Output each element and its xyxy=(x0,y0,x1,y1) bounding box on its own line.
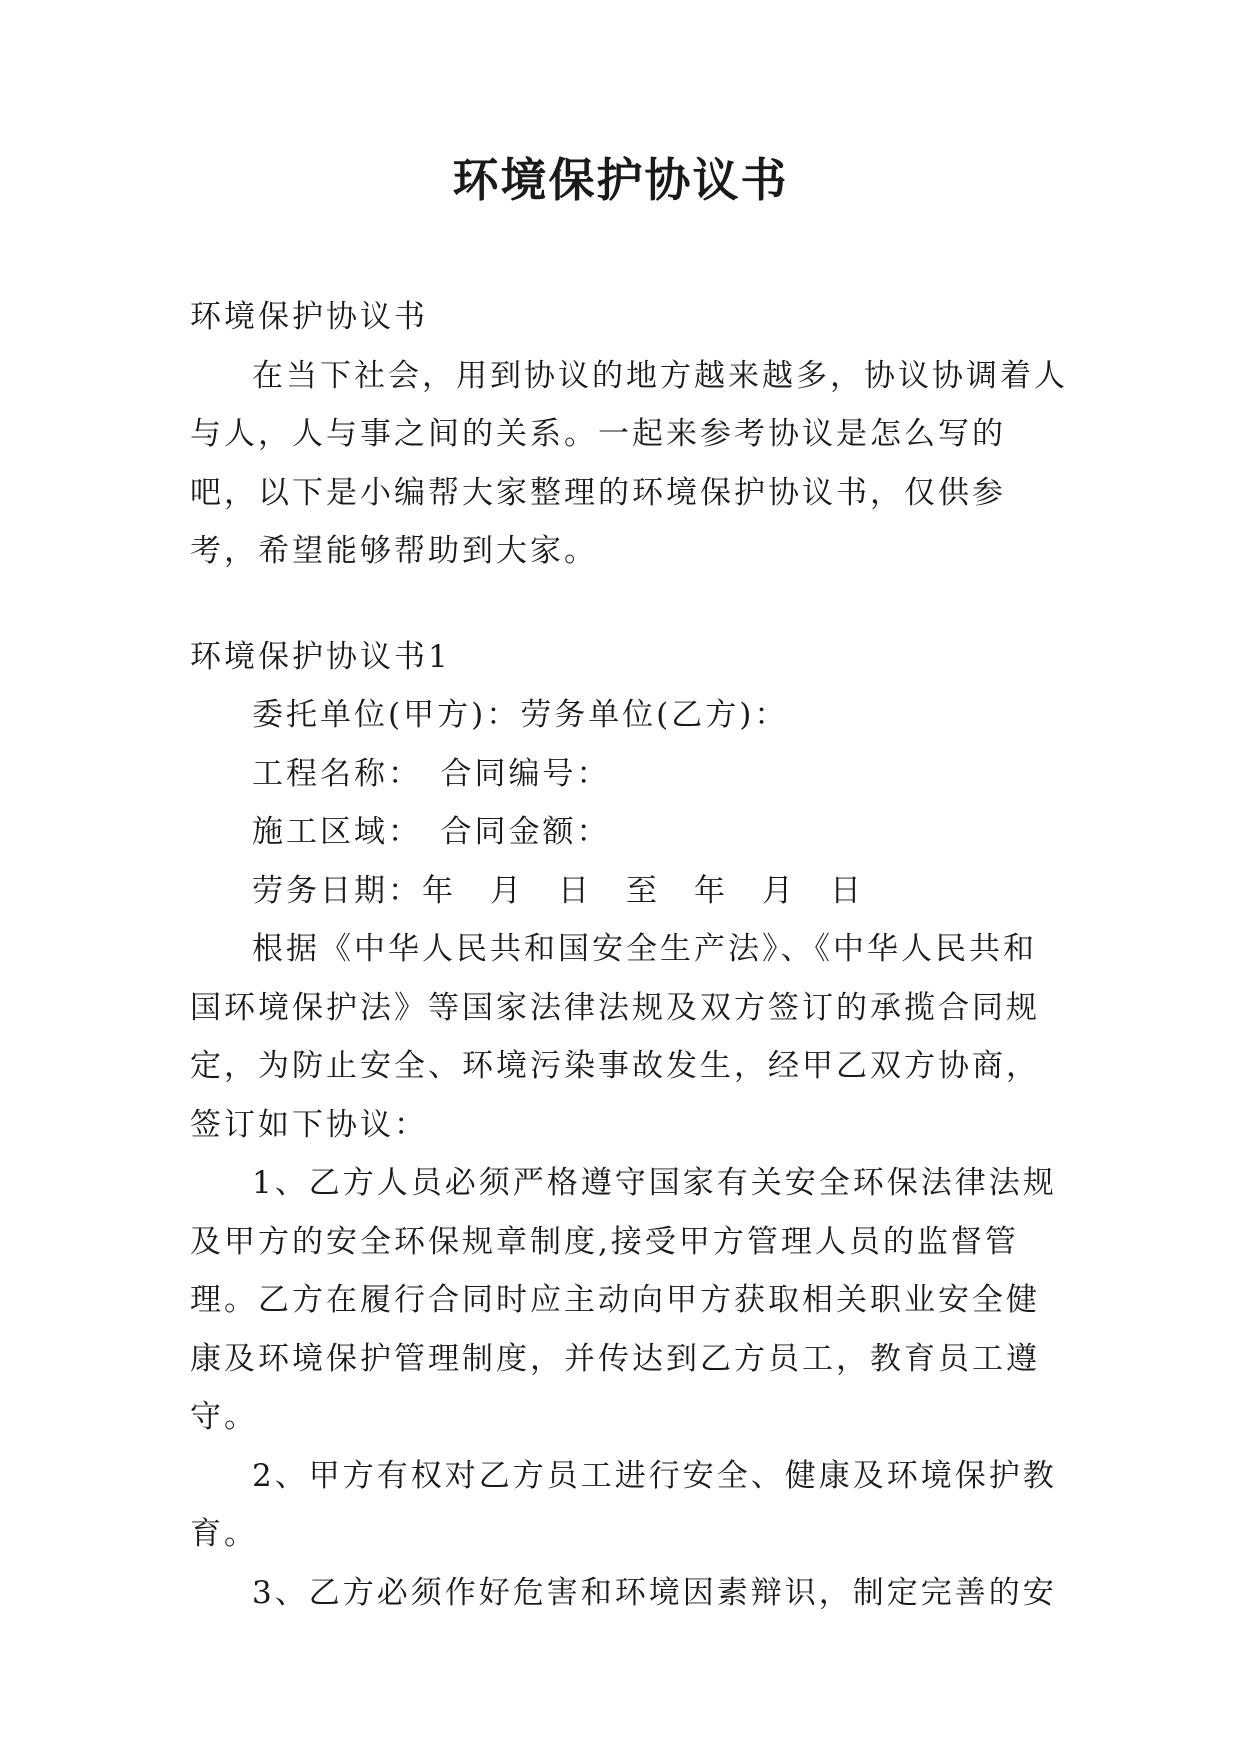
field-area: 施工区域： 合同金额： xyxy=(252,814,611,850)
field-project: 工程名称： 合同编号： xyxy=(252,755,611,792)
field-dates: 劳务日期：年 月 日 至 年 月 日 xyxy=(252,872,864,909)
document-title: 环境保护协议书 xyxy=(452,153,789,207)
section-gap xyxy=(190,581,1070,628)
field-entrust: 委托单位(甲方)：劳务单位(乙方)： xyxy=(252,697,789,733)
document-heading: 环境保护协议书 xyxy=(190,299,428,335)
preamble-paragraph: 根据《中华人民共和国安全生产法》、《中华人民共和国环境保护法》等国家法律法规及双方签订的承揽合同规定，为防止安全、环境污染事故发生，经甲乙双方协商，签订如下协议： xyxy=(190,931,1040,1143)
section-title: 环境保护协议书1 xyxy=(190,638,451,675)
clause-2: 2、甲方有权对乙方员工进行安全、健康及环境保护教育。 xyxy=(190,1457,1057,1552)
document-body xyxy=(190,288,1070,1622)
clause-3: 3、乙方必须作好危害和环境因素辩识，制定完善的安 xyxy=(252,1574,1057,1611)
clause-1: 1、乙方人员必须严格遵守国家有关安全环保法律法规及甲方的安全环保规章制度,接受甲方管理人员的监督管理。乙方在履行合同时应主动向甲方获取相关职业安全健康及环境保护管理制度，并传达到乙方员工，教育员工遵守。 xyxy=(190,1165,1057,1435)
intro-paragraph: 在当下社会，用到协议的地方越来越多，协议协调着人与人，人与事之间的关系。一起来参考协议是怎么写的吧，以下是小编帮大家整理的环境保护协议书，仅供参考，希望能够帮助到大家。 xyxy=(190,357,1068,569)
